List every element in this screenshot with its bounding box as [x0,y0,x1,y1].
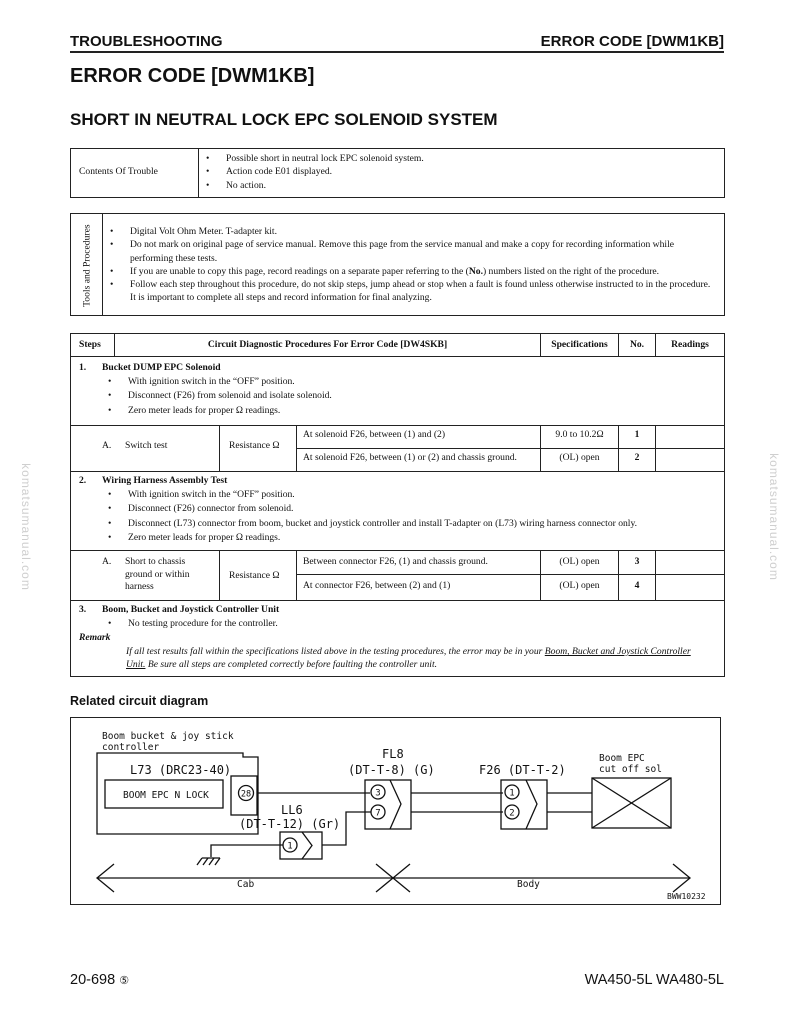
step1-proc-2: At solenoid F26, between (1) or (2) and chassis ground. [303,452,517,463]
tools-item: • If you are unable to copy this page, record readings on a separate paper referring to the (No.) numbers listed on the right of the procedure. [105,265,717,278]
step3-bullet: • No testing procedure for the controller. [103,618,703,631]
th-procedures: Circuit Diagnostic Procedures For Error Code [DW4SKB] [207,339,448,350]
th-sep-3 [618,334,619,356]
footer-model: WA450-5L WA480-5L [584,972,724,988]
col-sep [655,550,656,600]
tools-label: Tools and Procedures [81,224,93,307]
step2-title: Wiring Harness Assembly Test [102,475,228,486]
step1-title: Bucket DUMP EPC Solenoid [102,362,221,373]
ll6-label-1: LL6 [281,803,303,817]
diagram-code: BWW10232 [667,892,706,901]
col-sep [296,550,297,600]
row-sep [296,448,724,449]
watermark-right: komatsumanual.com [766,453,781,581]
fl8-pin-3: 3 [375,788,381,799]
step2-sub-name-line: ground or within [125,568,190,580]
tools-divider [102,214,103,315]
header-rule [70,51,724,53]
header-left: TROUBLESHOOTING [70,33,223,50]
page-title: ERROR CODE [DWM1KB] [70,65,315,87]
ll6-label-2: (DT-T-12) (Gr) [239,817,341,831]
step2-proc-1: Between connector F26, (1) and chassis ground. [303,556,488,567]
contents-divider [198,149,199,197]
ll6-pin-1: 1 [287,841,293,852]
th-sep-1 [114,334,115,356]
remark-label: Remark [79,632,111,643]
header-right: ERROR CODE [DWM1KB] [540,33,724,50]
th-readings: Readings [671,339,709,350]
remark-text: If all test results fall within the specifications listed above in the testing procedures, the error may be in your Boom, Bucket and Joystick Controller Unit. Be sure all steps are completed correctly before faulting the controller unit. [126,646,691,670]
step1-spec-2: (OL) open [559,452,600,463]
fl8-label-2: (DT-T-8) (G) [348,763,435,777]
step2-sub-letter: A. [102,556,112,567]
f26-pin-1: 1 [509,788,515,799]
col-sep [540,550,541,600]
step2-spec-1: (OL) open [559,556,600,567]
step2-sub-name [125,556,190,594]
boom-epc-label-2: cut off sol [599,764,662,775]
tools-item: • Do not mark on original page of service manual. Remove this page from the service manual and make a copy for recording information while performing these tests. [105,238,717,265]
step2-num: 2. [79,475,87,486]
col-sep [618,425,619,471]
step3-num: 3. [79,604,87,615]
step1-bullet: • With ignition switch in the “OFF” position. [103,375,703,389]
circuit-diagram [70,717,721,905]
step2-measure: Resistance Ω [229,570,280,581]
col-sep [219,550,220,600]
f26-pin-2: 2 [509,808,515,819]
page-subtitle: SHORT IN NEUTRAL LOCK EPC SOLENOID SYSTEM [70,110,498,129]
epc-lock-label: BOOM EPC N LOCK [123,790,209,801]
row-sep [71,471,724,472]
row-sep [71,600,724,601]
step3-title: Boom, Bucket and Joystick Controller Unit [102,604,280,615]
l73-label: L73 (DRC23-40) [130,763,232,777]
col-sep [219,425,220,471]
watermark-left: komatsumanual.com [18,463,33,591]
step1-sub-letter: A. [102,440,112,451]
step2-bullets [103,488,718,545]
step1-no-2: 2 [634,452,640,463]
row-sep [71,550,724,551]
col-sep [540,425,541,471]
step1-bullet: • Zero meter leads for proper Ω readings. [103,404,703,418]
contents-item: • Possible short in neutral lock EPC solenoid system. [201,152,711,165]
th-sep-2 [540,334,541,356]
step1-bullets [103,375,703,418]
step1-no-1: 1 [634,429,640,440]
step2-sub-name-line: Short to chassis [125,556,186,567]
revision-mark: ⑤ [119,975,130,987]
tools-list [105,225,717,305]
step2-proc-2: At connector F26, between (2) and (1) [303,580,451,591]
th-specifications: Specifications [551,339,608,350]
step2-spec-2: (OL) open [559,580,600,591]
cab-label: Cab [237,879,255,890]
th-steps: Steps [79,339,101,350]
tools-item: • Digital Volt Ohm Meter. T-adapter kit. [105,225,717,238]
th-sep-4 [655,334,656,356]
body-label: Body [517,879,540,890]
step2-bullet: • Disconnect (F26) connector from solenoid. [103,502,718,516]
fl8-label-1: FL8 [382,747,404,761]
fl8-pin-7: 7 [375,808,381,819]
step1-spec-1: 9.0 to 10.2Ω [555,429,604,440]
step2-bullet: • Disconnect (L73) connector from boom, bucket and joystick controller and install T-adapter on (L73) wiring harness connector only. [103,517,718,531]
f26-label: F26 (DT-T-2) [479,763,566,777]
step2-bullet: • Zero meter leads for proper Ω readings. [103,531,718,545]
tools-item: • Follow each step throughout this procedure, do not skip steps, jump ahead or stop when a fault is found unless otherwise instructed to in the procedure. It is important to complete all steps and record information for final analyzing. [105,278,717,305]
contents-label: Contents Of Trouble [79,166,158,177]
step1-bullet: • Disconnect (F26) from solenoid and isolate solenoid. [103,389,703,403]
col-sep [618,550,619,600]
contents-list [201,152,711,192]
step1-num: 1. [79,362,87,373]
step1-sub-name: Switch test [125,440,168,451]
row-sep [71,425,724,426]
step1-proc-1: At solenoid F26, between (1) and (2) [303,429,446,440]
row-sep [71,356,724,357]
step2-no-1: 3 [634,556,640,567]
controller-label-2: controller [102,742,160,753]
circuit-svg [71,718,720,904]
th-no: No. [629,339,645,350]
step2-sub-name-line: harness [125,581,154,592]
pin-28-label: 28 [240,789,252,800]
diagram-heading: Related circuit diagram [70,694,209,708]
tools-box [70,213,725,316]
step3-bullets [103,618,703,631]
row-sep [296,574,724,575]
diagnostic-table [70,333,725,677]
step2-bullet: • With ignition switch in the “OFF” position. [103,488,718,502]
boom-epc-label-1: Boom EPC [599,753,645,764]
step1-measure: Resistance Ω [229,440,280,451]
step2-no-2: 4 [634,580,640,591]
footer-page: 20-698 ⑤ [70,972,130,988]
contents-box [70,148,725,198]
controller-label-1: Boom bucket & joy stick [102,731,234,742]
contents-item: • No action. [201,179,711,192]
contents-item: • Action code E01 displayed. [201,165,711,178]
col-sep [655,425,656,471]
